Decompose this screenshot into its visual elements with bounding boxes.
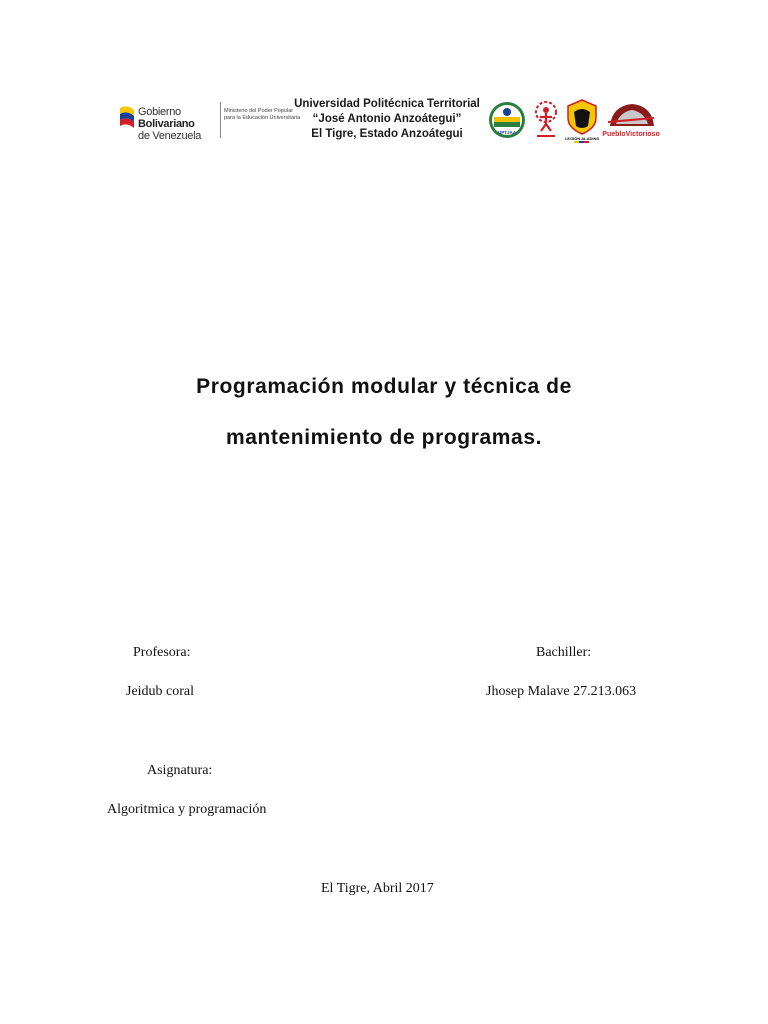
pueblo-victorioso-logo-icon <box>602 98 660 144</box>
uptjaa-seal-label: UPTJAA <box>497 130 517 135</box>
asignatura-label: Asignatura: <box>147 763 213 778</box>
government-logo <box>118 102 218 142</box>
legion-label: LEGIÓN ALADINS <box>564 136 600 141</box>
place-date: El Tigre, Abril 2017 <box>321 881 434 896</box>
ministry-name: Ministerio del Poder Popular para la Educación Universitaria <box>224 108 301 121</box>
university-line-1: Universidad Politécnica Territorial <box>294 98 480 110</box>
asignatura-name: Algoritmica y programación <box>107 802 267 817</box>
venezuela-flag-icon <box>118 104 136 132</box>
government-name: Gobierno Bolivariano de Venezuela <box>138 106 202 142</box>
bachiller-name: Jhosep Malave 27.213.063 <box>486 684 637 699</box>
logo-divider <box>220 102 221 138</box>
pueblo-victorioso-label: PuebloVictorioso <box>602 131 660 138</box>
profesora-name: Jeidub coral <box>126 684 195 699</box>
title-line-2: mantenimiento de programas. <box>225 426 543 449</box>
uptjaa-seal-icon <box>488 98 526 142</box>
university-name <box>282 97 492 142</box>
letterhead <box>112 94 662 150</box>
university-line-2: “José Antonio Anzoátegui” <box>312 113 462 125</box>
legion-emblem-icon <box>564 98 600 144</box>
title-line-1: Programación modular y técnica de <box>196 375 572 398</box>
university-line-3: El Tigre, Estado Anzoátegui <box>311 128 463 140</box>
profesora-label: Profesora: <box>133 645 191 660</box>
figure-emblem-icon <box>532 98 560 142</box>
bachiller-label: Bachiller: <box>536 645 592 660</box>
